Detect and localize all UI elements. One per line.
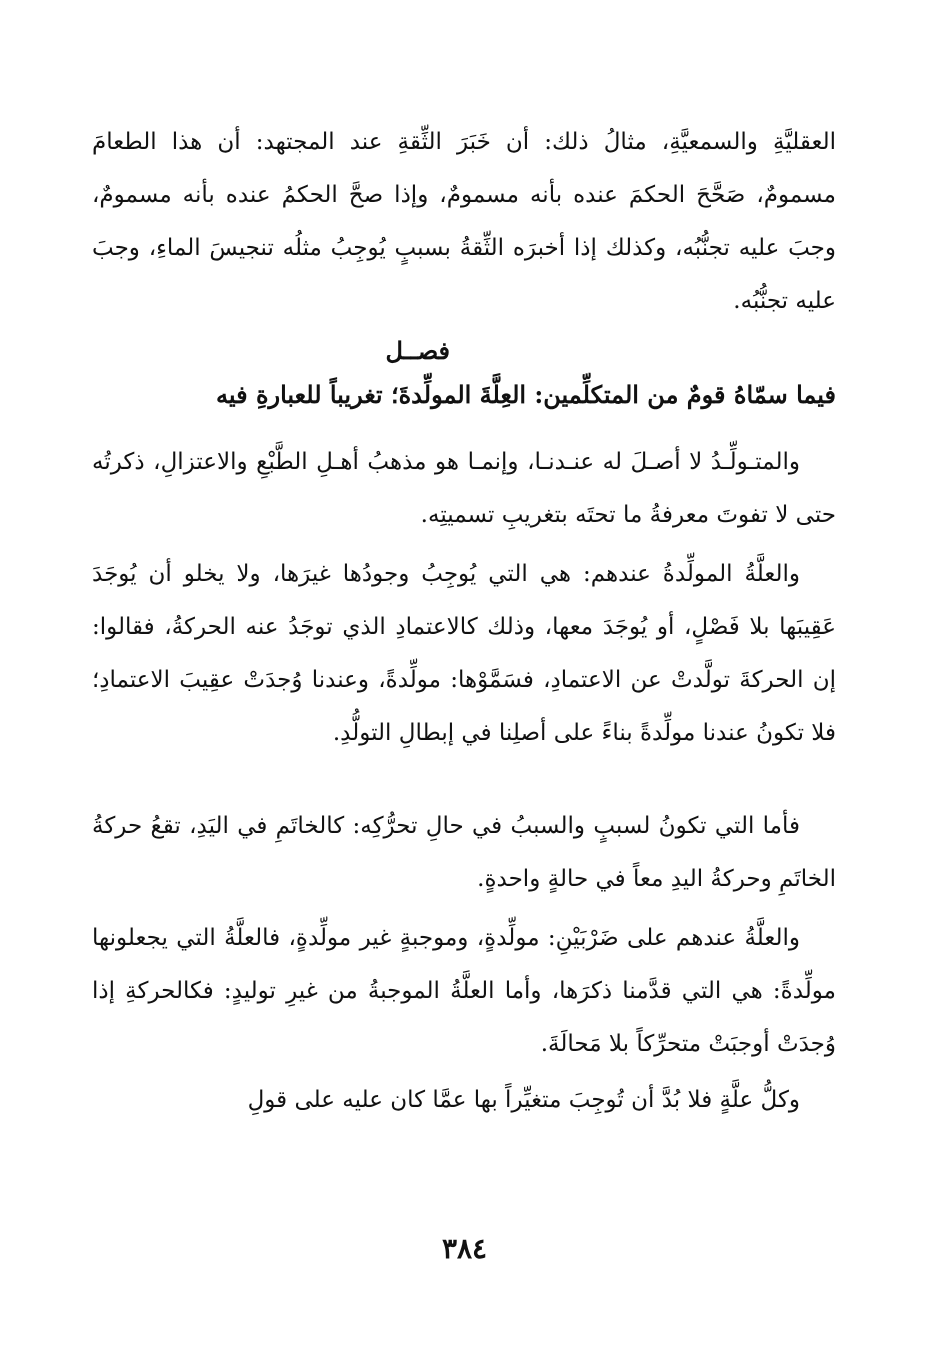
paragraph: والعلَّةُ عندهم على ضَرْبَيْنِ: مولِّدةٍ، وموجبةٍ غير مولِّدةٍ، فالعلَّةُ التي يجعلونها مولِّدةً: هي التي قدَّمنا ذكرَها، وأما العلَّةُ الموجبةُ من غيرِ توليدٍ: فكالحركةِ إذا وُجدَتْ أوجبَتْ متحرِّكاً بلا مَحالَةَ. bbox=[92, 925, 836, 1057]
text-block-p1 bbox=[92, 436, 836, 542]
section-title: فصــل bbox=[385, 336, 450, 365]
section-subtitle: فيما سمّاهُ قومٌ من المتكلِّمين: العِلَّةَ المولِّدةَ؛ تغريباً للعبارةِ فيه bbox=[216, 380, 836, 409]
text-block-top bbox=[92, 116, 836, 328]
text-block-p3 bbox=[92, 800, 836, 906]
text-block-p5 bbox=[92, 1074, 836, 1127]
paragraph: والعلَّةُ المولِّدةُ عندهم: هي التي يُوجِبُ وجودُها غيرَها، ولا يخلو أن يُوجَدَ عَقِيبَها بلا فَصْلٍ، أو يُوجَدَ معها، وذلك كالاعتمادِ الذي توجَدُ عنه الحركةُ، فقالوا: إن الحركةَ تولَّدتْ عن الاعتمادِ، فسَمَّوْها: مولِّدةً، وعندنا وُجدَتْ عقِيبَ الاعتمادِ؛ فلا تكونُ عندنا مولِّدةً بناءً على أصلِنا في إبطالِ التولُّدِ. bbox=[92, 561, 836, 746]
paragraph: والمتـولِّـدُ لا أصـلَ له عنـدنـا، وإنمـا هو مذهبُ أهـلِ الطَّبْعِ والاعتزالِ، ذكرتُه حتى لا تفوتَ معرفةُ ما تحتَه بتغريبِ تسميتِه. bbox=[92, 449, 836, 528]
paragraph: فأما التي تكونُ لسببٍ والسببُ في حالِ تحرُّكِه: كالخاتَمِ في اليَدِ، تقعُ حركةُ الخاتَمِ وحركةُ اليدِ معاً في حالةٍ واحدةٍ. bbox=[92, 813, 836, 892]
page-number: ٣٨٤ bbox=[441, 1232, 488, 1265]
text-block-p4 bbox=[92, 912, 836, 1071]
paragraph: وكلُّ علَّةٍ فلا بُدَّ أن تُوجِبَ متغيِّراً بها عمَّا كان عليه على قولِ bbox=[247, 1087, 800, 1113]
paragraph-continuation: العقليَّةِ والسمعيَّةِ، مثالُ ذلك: أن خَبَرَ الثِّقةِ عند المجتهد: أن هذا الطعامَ مسمومٌ، صَحَّحَ الحكمَ عنده بأنه مسمومٌ، وإذا صحَّ الحكمُ عنده بأنه مسمومٌ، وجبَ عليه تجنُّبُه، وكذلك إذا أخبرَه الثِّقةُ بسببٍ يُوجِبُ مثلُه تنجيسَ الماءِ، وجبَ عليه تجنُّبُه. bbox=[92, 129, 836, 314]
text-block-p2 bbox=[92, 548, 836, 760]
